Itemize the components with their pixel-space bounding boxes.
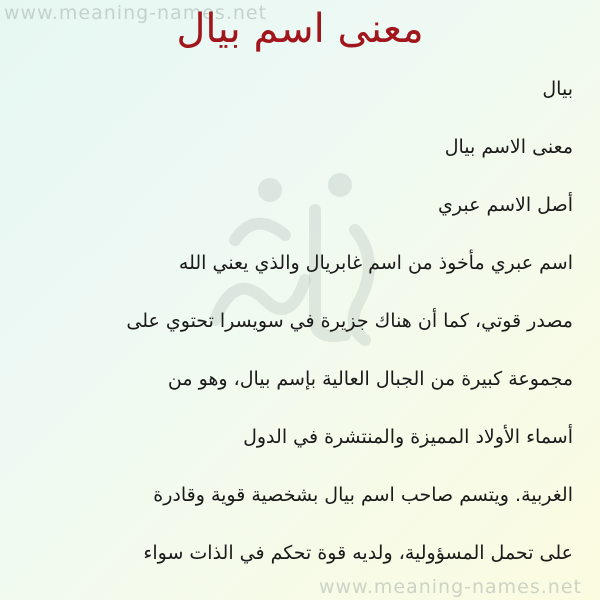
article-body — [28, 60, 573, 582]
body-line: أصل الاسم عبري — [438, 194, 573, 216]
body-line: الغربية. ويتسم صاحب اسم بيال بشخصية قوية وقادرة — [153, 484, 573, 506]
body-line: مجموعة كبيرة من الجبال العالية بإسم بيال، وهو من — [167, 368, 573, 390]
body-line: بيال — [542, 78, 573, 100]
watermark-top-text: www.meaning-names.net — [4, 2, 268, 24]
body-line: أسماء الأولاد المميزة والمنتشرة في الدول — [243, 426, 573, 448]
body-line: اسم عبري مأخوذ من اسم غابريال والذي يعني الله — [178, 252, 573, 274]
body-line: على تحمل المسؤولية، ولديه قوة تحكم في الذات سواء — [143, 542, 573, 564]
page-title: معنى اسم بيال — [176, 6, 424, 52]
body-line: مصدر قوتي، كما أن هناك جزيرة في سويسرا تحتوي على — [126, 310, 573, 332]
watermark-bottom-text: www.meaning-names.net — [318, 576, 582, 598]
body-line: معنى الاسم بيال — [444, 136, 573, 158]
